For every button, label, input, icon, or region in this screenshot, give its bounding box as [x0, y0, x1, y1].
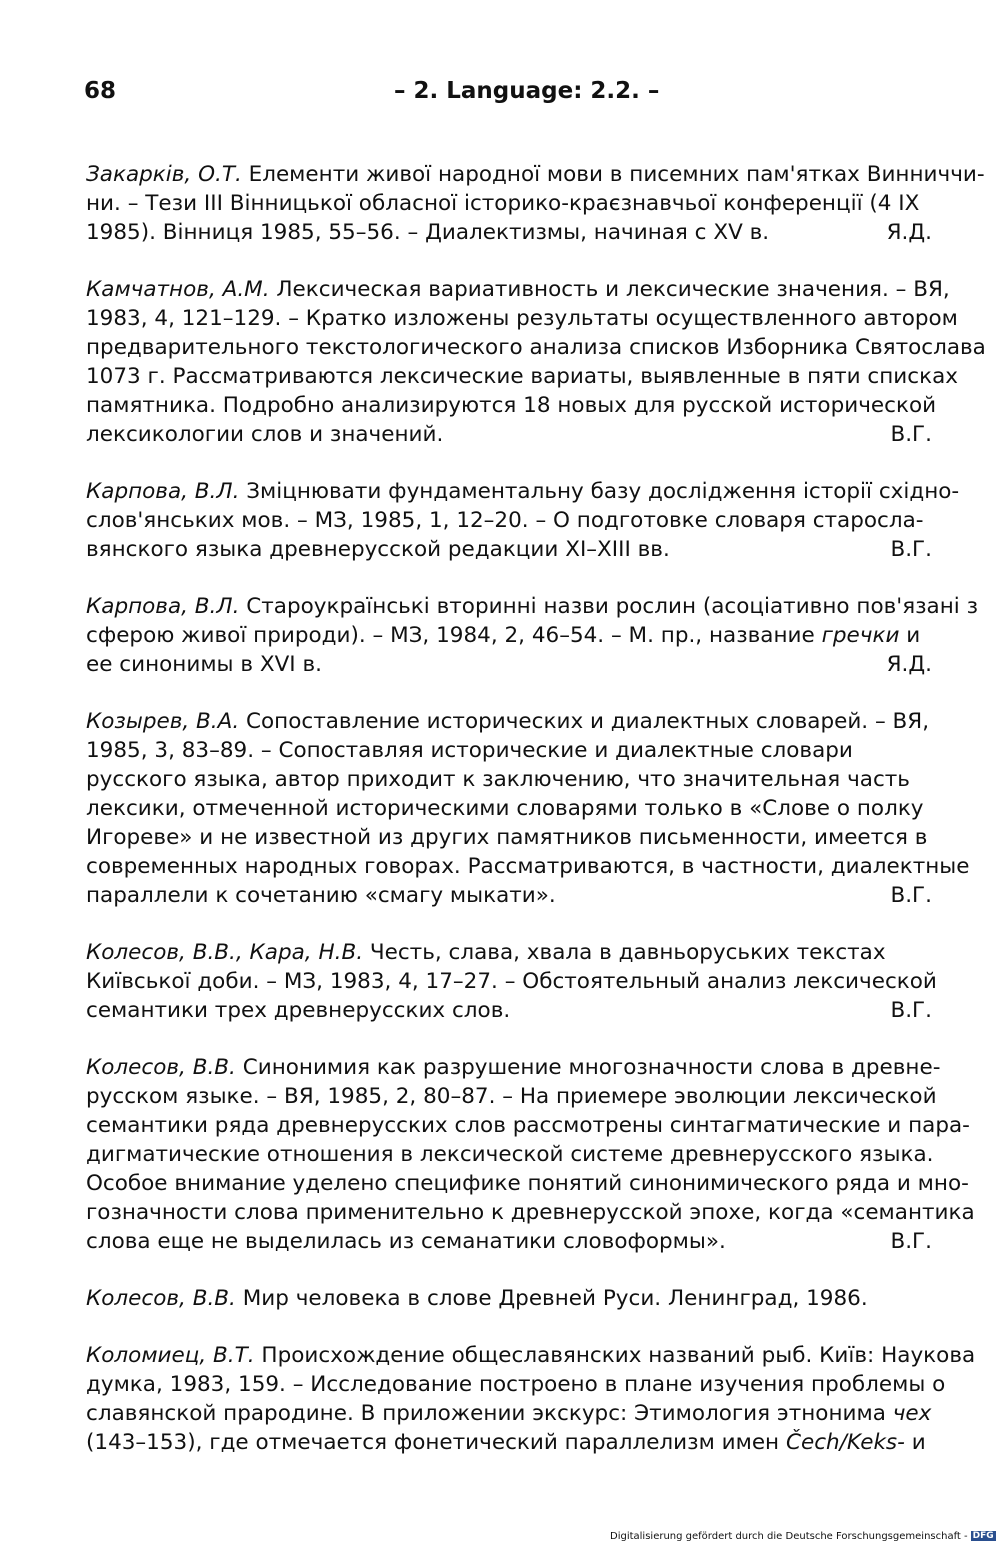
bibliography-entry — [86, 1053, 975, 1256]
entry-text: и — [899, 623, 921, 648]
entry-text: Зміцнювати фундаментальну базу дослідження історії східно- — [239, 479, 960, 504]
entry-text: думка, 1983, 159. – Исследование построено в плане изучения проблемы о — [86, 1372, 946, 1397]
entry-line — [86, 650, 932, 679]
entry-author: Колесов, В.В. — [86, 1286, 236, 1311]
bibliography-entry — [86, 592, 979, 679]
entry-line — [86, 736, 932, 765]
page-header — [84, 78, 934, 110]
entry-author: Закарків, О.Т. — [86, 162, 242, 187]
entry-author: Карпова, В.Л. — [86, 594, 240, 619]
entry-line — [86, 996, 932, 1025]
entry-line — [86, 621, 932, 650]
entry-text: слова еще не выделилась из семанатики словоформы». — [86, 1229, 726, 1254]
entry-italic-term: гречки — [821, 623, 900, 648]
entry-text: (143–153), где отмечается фонетический параллелизм имен — [86, 1430, 786, 1455]
entry-line — [86, 304, 958, 333]
bibliography-entry — [86, 477, 960, 564]
entry-author: Колесов, В.В., Кара, Н.В. — [86, 940, 364, 965]
entry-text: ее синонимы в XVI в. — [86, 652, 322, 677]
entry-line — [86, 506, 932, 535]
entry-line — [86, 1140, 932, 1169]
bibliography-entry — [86, 1284, 932, 1313]
entry-line — [86, 1227, 932, 1256]
entry-text: Лексическая вариативность и лексические значения. – ВЯ, — [269, 277, 950, 302]
entry-text: Елементи живої народної мови в писемних пам'ятках Винниччи- — [241, 162, 985, 187]
entry-line — [86, 938, 932, 967]
entry-line — [86, 592, 979, 621]
entry-line — [86, 707, 932, 736]
running-head: – 2. Language: 2.2. – — [394, 78, 660, 104]
entry-text: сферою живої природи). – МЗ, 1984, 2, 46–54. – М. пр., название — [86, 623, 822, 648]
entry-line — [86, 1341, 976, 1370]
reviewer-initials: В.Г. — [890, 422, 932, 447]
bibliography-entry — [86, 1341, 976, 1457]
entry-text: русском языке. – ВЯ, 1985, 2, 80–87. – На приемере эволюции лексической — [86, 1084, 937, 1109]
bibliography-entry — [86, 275, 986, 449]
entry-author: Козырев, В.А. — [86, 709, 240, 734]
entry-text: памятника. Подробно анализируются 18 новых для русской исторической — [86, 393, 937, 418]
entry-text: ни. – Тези III Вінницької обласної історико-краєзнавчьої конференції (4 IX — [86, 191, 920, 216]
entry-text: лексикологии слов и значений. — [86, 422, 444, 447]
entry-author: Коломиец, В.Т. — [86, 1343, 255, 1368]
reviewer-initials: Я.Д. — [886, 652, 932, 677]
entry-text: слов'янських мов. – МЗ, 1985, 1, 12–20. – О подготовке словаря старосла- — [86, 508, 924, 533]
entry-line — [86, 189, 932, 218]
entry-text: и — [904, 1430, 926, 1455]
entry-text: Игореве» и не известной из других памятников письменности, имеется в — [86, 825, 928, 850]
entry-line — [86, 218, 932, 247]
entry-text: предварительного текстологического анализа списков Изборника Святослава — [86, 335, 986, 360]
entry-text: параллели к сочетанию «смагу мыкати». — [86, 883, 556, 908]
entry-line — [86, 1198, 975, 1227]
entry-text: 1073 г. Рассматриваются лексические вариаты, выявленные в пяти списках — [86, 364, 958, 389]
entry-line — [86, 823, 932, 852]
entry-text: Сопоставление исторических и диалектных словарей. – ВЯ, — [239, 709, 930, 734]
entry-line — [86, 362, 958, 391]
entry-text: 1985, 3, 83–89. – Сопоставляя исторические и диалектные словари — [86, 738, 853, 763]
bibliography-entry — [86, 707, 970, 910]
entry-text: Честь, слава, хвала в давньоруських текстах — [363, 940, 886, 965]
entry-text: современных народных говорах. Рассматриваются, в частности, диалектные — [86, 854, 970, 879]
bibliography-entries — [86, 160, 986, 1485]
entry-text: дигматические отношения в лексической системе древнерусского языка. — [86, 1142, 934, 1167]
entry-line — [86, 1053, 941, 1082]
entry-line — [86, 967, 937, 996]
entry-line — [86, 852, 970, 881]
entry-text: Особое внимание уделено специфике понятий синонимического ряда и мно- — [86, 1171, 969, 1196]
entry-text: Староукраїнські вторинні назви рослин (асоціативно пов'язані з — [239, 594, 979, 619]
entry-text: русского языка, автор приходит к заключению, что значительная часть — [86, 767, 910, 792]
entry-text: семантики ряда древнерусских слов рассмотрены синтагматические и пара- — [86, 1113, 970, 1138]
reviewer-initials: В.Г. — [890, 1229, 932, 1254]
entry-author: Камчатнов, А.М. — [86, 277, 270, 302]
entry-text: гозначности слова применительно к древнерусской эпохе, когда «семантика — [86, 1200, 975, 1225]
reviewer-initials: В.Г. — [890, 998, 932, 1023]
entry-text: 1983, 4, 121–129. – Кратко изложены результаты осуществленного автором — [86, 306, 958, 331]
entry-line — [86, 881, 932, 910]
entry-text: Синонимия как разрушение многозначности слова в древне- — [235, 1055, 941, 1080]
entry-text: Происхождение общеславянских названий рыб. Київ: Наукова — [254, 1343, 976, 1368]
entry-author: Колесов, В.В. — [86, 1055, 236, 1080]
entry-line — [86, 535, 932, 564]
entry-text: Мир человека в слове Древней Руси. Ленинград, 1986. — [235, 1286, 868, 1311]
entry-text: семантики трех древнерусских слов. — [86, 998, 511, 1023]
footer-text: Digitalisierung gefördert durch die Deutsche Forschungsgemeinschaft - — [610, 1531, 968, 1542]
entry-line — [86, 1111, 970, 1140]
entry-line — [86, 1284, 932, 1313]
entry-text: 1985). Вінниця 1985, 55–56. – Диалектизмы, начиная с XV в. — [86, 220, 770, 245]
entry-text: славянской прародине. В приложении экскурс: Этимология этнонима — [86, 1401, 893, 1426]
entry-text: лексики, отмеченной историческими словарями только в «Слове о полку — [86, 796, 924, 821]
entry-line — [86, 1169, 969, 1198]
entry-line — [86, 794, 932, 823]
digitization-footer — [610, 1531, 994, 1545]
entry-line — [86, 765, 932, 794]
reviewer-initials: Я.Д. — [886, 220, 932, 245]
entry-line — [86, 1370, 946, 1399]
bibliography-entry — [86, 160, 985, 247]
entry-line — [86, 275, 950, 304]
entry-line — [86, 391, 937, 420]
entry-line — [86, 477, 960, 506]
entry-line — [86, 1082, 937, 1111]
entry-line — [86, 160, 985, 189]
entry-text: вянского языка древнерусской редакции XI–XIII вв. — [86, 537, 670, 562]
reviewer-initials: В.Г. — [890, 537, 932, 562]
bibliography-entry — [86, 938, 937, 1025]
dfg-logo: DFG — [972, 1531, 994, 1541]
entry-italic-term: Čech/Keks- — [785, 1430, 905, 1455]
entry-line — [86, 333, 986, 362]
entry-text: Київської доби. – МЗ, 1983, 4, 17–27. – Обстоятельный анализ лексической — [86, 969, 937, 994]
entry-author: Карпова, В.Л. — [86, 479, 240, 504]
entry-line — [86, 1428, 932, 1457]
entry-line — [86, 1399, 932, 1428]
entry-line — [86, 420, 932, 449]
reviewer-initials: В.Г. — [890, 883, 932, 908]
entry-italic-term: чех — [892, 1401, 932, 1426]
page-number: 68 — [84, 78, 117, 104]
